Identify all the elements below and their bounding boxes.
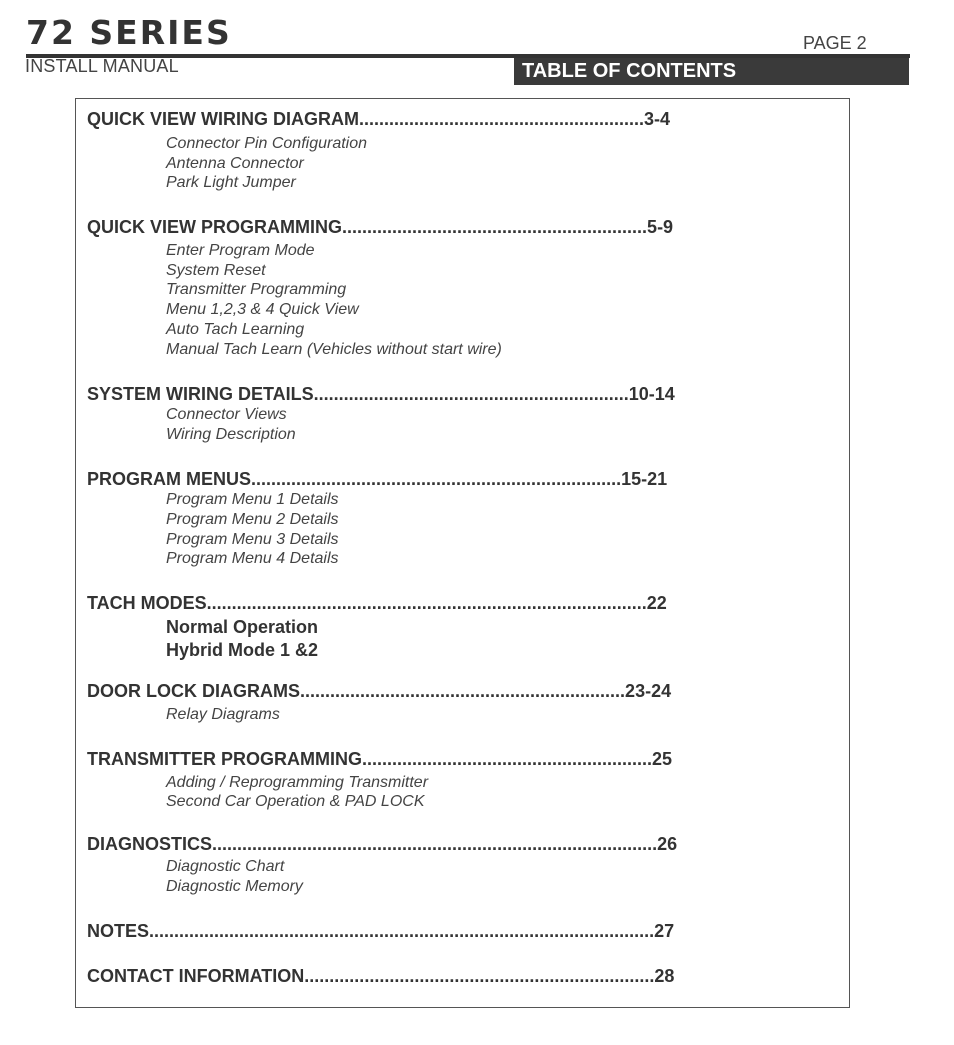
toc-heading-door-lock[interactable]: DOOR LOCK DIAGRAMS.................................................................23-24 (87, 681, 672, 701)
toc-subitem: Antenna Connector (166, 155, 304, 172)
page-number: PAGE 2 (803, 33, 867, 53)
toc-box (75, 98, 850, 1008)
toc-subitem: Menu 1,2,3 & 4 Quick View (166, 301, 359, 318)
toc-subitem: Park Light Jumper (166, 174, 296, 191)
toc-subitem: Second Car Operation & PAD LOCK (166, 793, 425, 810)
toc-subitem: Connector Pin Configuration (166, 135, 368, 152)
toc-subitem: Diagnostic Memory (166, 878, 303, 895)
toc-subitem: Relay Diagrams (166, 706, 280, 723)
manual-subtitle: INSTALL MANUAL (25, 56, 179, 76)
toc-subitem: Normal Operation (166, 617, 319, 637)
toc-subitem: Transmitter Programming (166, 281, 347, 298)
toc-subitem: Program Menu 1 Details (166, 491, 339, 508)
toc-heading-quick-view-programming[interactable]: QUICK VIEW PROGRAMMING.............................................................5-9 (87, 217, 674, 237)
toc-heading-notes[interactable]: NOTES.....................................................................................................27 (87, 921, 675, 941)
toc-subitem: Hybrid Mode 1 &2 (166, 640, 319, 660)
toc-banner-label: TABLE OF CONTENTS (522, 60, 737, 82)
toc-heading-diagnostics[interactable]: DIAGNOSTICS.........................................................................................26 (87, 834, 678, 854)
toc-heading-contact-information[interactable]: CONTACT INFORMATION......................................................................28 (87, 966, 675, 986)
toc-heading-program-menus[interactable]: PROGRAM MENUS..........................................................................15-21 (87, 469, 668, 489)
toc-subitem: Enter Program Mode (166, 242, 315, 259)
toc-subitem: Adding / Reprogramming Transmitter (166, 774, 429, 791)
toc-subitem: Program Menu 4 Details (166, 550, 339, 567)
toc-banner (514, 58, 909, 85)
toc-subitem: Diagnostic Chart (166, 858, 285, 875)
toc-heading-tach-modes[interactable]: TACH MODES........................................................................................22 (87, 593, 667, 613)
toc-subitem: Program Menu 2 Details (166, 511, 339, 528)
series-title: 72 SERIES (26, 13, 232, 52)
toc-subitem: System Reset (166, 262, 266, 279)
toc-heading-transmitter-programming[interactable]: TRANSMITTER PROGRAMMING..........................................................25 (87, 749, 673, 769)
toc-subitem: Program Menu 3 Details (166, 531, 339, 548)
toc-subitem: Auto Tach Learning (166, 321, 305, 338)
toc-subitem: Wiring Description (166, 426, 296, 443)
toc-heading-quick-view-wiring[interactable]: QUICK VIEW WIRING DIAGRAM.........................................................3-4 (87, 109, 671, 129)
toc-subitem: Connector Views (166, 406, 287, 423)
toc-heading-system-wiring[interactable]: SYSTEM WIRING DETAILS...............................................................10-14 (87, 384, 675, 404)
toc-subitem: Manual Tach Learn (Vehicles without start wire) (166, 341, 502, 358)
